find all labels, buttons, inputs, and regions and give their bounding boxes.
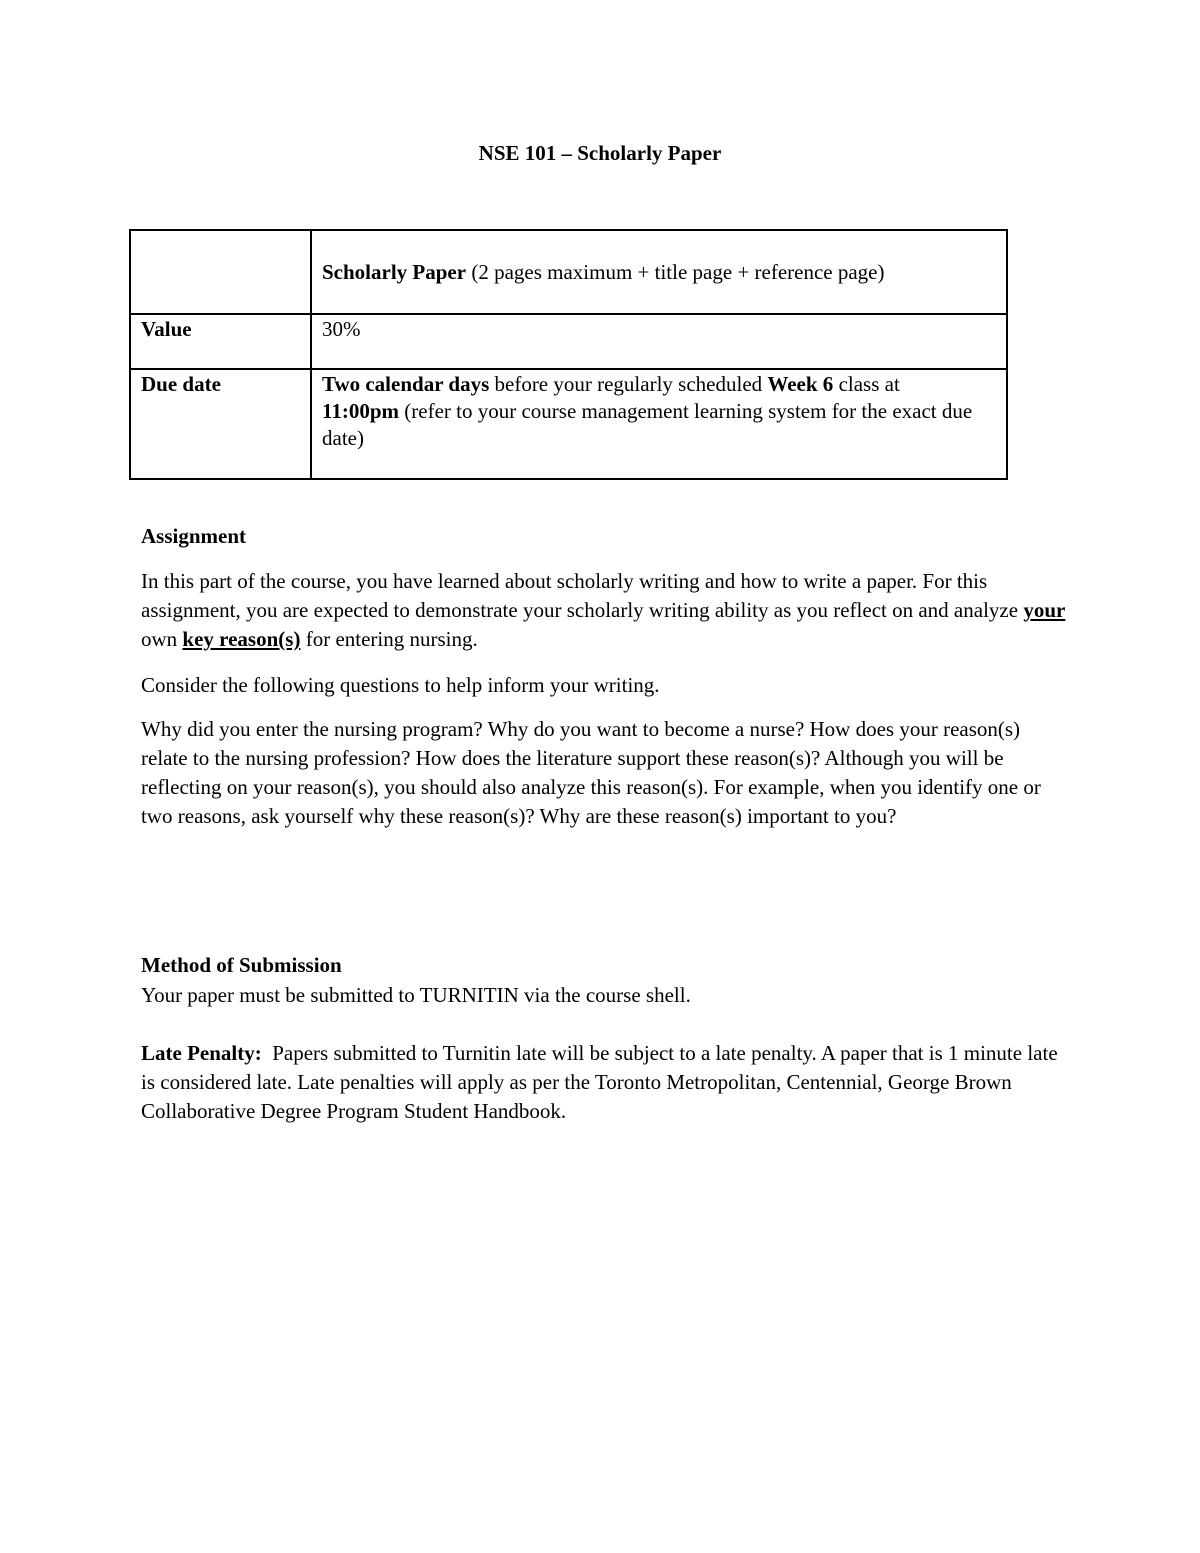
- due-date-text-1: before your regularly scheduled: [489, 372, 768, 396]
- due-date-text-3: (refer to your course management learning system for the exact due date): [322, 399, 973, 450]
- assignment-emphasis-your: your: [1023, 598, 1066, 622]
- table-row-due-date: [130, 369, 1007, 479]
- late-penalty-paragraph: [141, 1039, 1071, 1126]
- assignment-paragraph-3: Why did you enter the nursing program? Why do you want to become a nurse? How does your reason(s) relate to the nursing profession? How does the literature support these reason(s)? Although you will be reflecting on your reason(s), you should also analyze this reason(s). For example, when you identify one or two reasons, ask yourself why these reason(s)? Why are these reason(s) important to you?: [141, 717, 1041, 828]
- table-header-empty-cell: [130, 230, 311, 314]
- assignment-text-a: In this part of the course, you have learned about scholarly writing and how to write a paper. For this assignment, you are expected to demonstrate your scholarly writing ability as you reflect on and analyze: [141, 569, 1024, 622]
- submission-heading: Method of Submission: [141, 953, 342, 977]
- assignment-text-b: own: [141, 627, 183, 651]
- assignment-emphasis-key-reasons: key reason(s): [182, 627, 301, 651]
- page-title: NSE 101 – Scholarly Paper: [478, 141, 722, 165]
- assignment-heading: Assignment: [141, 524, 247, 548]
- header-paper-type: Scholarly Paper: [322, 260, 467, 284]
- assignment-text-c: for entering nursing.: [300, 627, 478, 651]
- assignment-paragraph-2: Consider the following questions to help inform your writing.: [141, 673, 660, 697]
- due-date-days: Two calendar days: [322, 372, 490, 396]
- due-date-label: Due date: [130, 369, 311, 479]
- late-penalty-label: Late Penalty:: [141, 1041, 262, 1065]
- table-row-value: [130, 314, 1007, 369]
- due-date-text-2: class at: [833, 372, 900, 396]
- submission-text: Your paper must be submitted to TURNITIN via the course shell.: [141, 983, 691, 1007]
- table-header-cell: [311, 230, 1007, 314]
- due-date-time: 11:00pm: [322, 399, 400, 423]
- due-date-week: Week 6: [767, 372, 834, 396]
- late-penalty-text: Papers submitted to Turnitin late will be subject to a late penalty. A paper that is 1 minute late is considered late. Late penalties will apply as per the Toronto Metropolitan, Centennial, George Brown Collaborative Degree Program Student Handbook.: [141, 1041, 1063, 1123]
- value-cell: 30%: [311, 314, 1007, 369]
- due-date-cell: [311, 369, 1007, 479]
- assignment-paragraph-1: [141, 567, 1071, 654]
- table-header-row: [130, 230, 1007, 314]
- assignment-info-table: [129, 229, 1008, 480]
- value-label: Value: [130, 314, 311, 369]
- header-paper-limits: (2 pages maximum + title page + reference page): [466, 260, 885, 284]
